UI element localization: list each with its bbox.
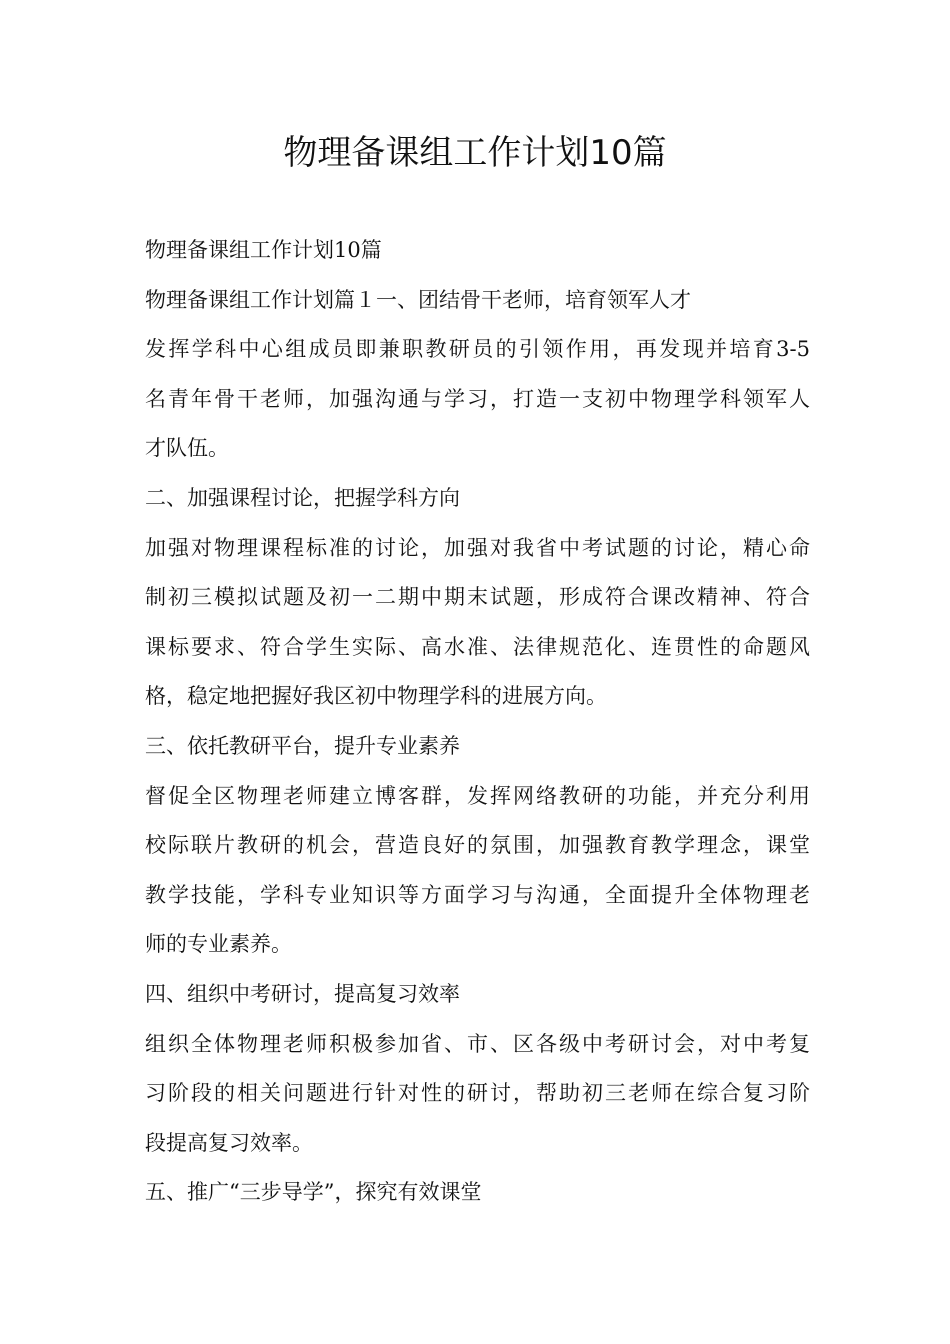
body-line: 物理备课组工作计划篇１一、团结骨干老师，培育领军人才 <box>145 287 691 312</box>
body-line: 物理备课组工作计划10篇 <box>145 238 382 262</box>
body-line: 才队伍。 <box>145 436 229 461</box>
body-line: 发挥学科中心组成员即兼职教研员的引领作用，再发现并培育3-5 <box>145 337 810 362</box>
document-title: 物理备课组工作计划10篇 <box>283 133 667 173</box>
body-line: 习阶段的相关问题进行针对性的研讨，帮助初三老师在综合复习阶 <box>145 1081 810 1106</box>
body-line: 五、推广“三步导学”，探究有效课堂 <box>145 1180 482 1205</box>
document-body <box>145 226 810 1218</box>
body-line: 加强对物理课程标准的讨论，加强对我省中考试题的讨论，精心命 <box>145 535 810 560</box>
body-line: 校际联片教研的机会，营造良好的氛围，加强教育教学理念，课堂 <box>145 833 810 858</box>
body-line: 课标要求、符合学生实际、高水准、法律规范化、连贯性的命题风 <box>145 634 810 659</box>
body-line: 格，稳定地把握好我区初中物理学科的进展方向。 <box>145 684 607 709</box>
body-line: 教学技能，学科专业知识等方面学习与沟通，全面提升全体物理老 <box>145 882 810 907</box>
body-line: 组织全体物理老师积极参加省、市、区各级中考研讨会，对中考复 <box>145 1031 810 1056</box>
body-line: 二、加强课程讨论，把握学科方向 <box>145 485 460 510</box>
body-line: 段提高复习效率。 <box>145 1130 313 1155</box>
body-line: 名青年骨干老师，加强沟通与学习，打造一支初中物理学科领军人 <box>145 386 810 411</box>
body-line: 督促全区物理老师建立博客群，发挥网络教研的功能，并充分利用 <box>145 783 810 808</box>
body-line: 四、组织中考研讨，提高复习效率 <box>145 981 460 1006</box>
body-line: 三、依托教研平台，提升专业素养 <box>145 733 460 758</box>
body-line: 制初三模拟试题及初一二期中期末试题，形成符合课改精神、符合 <box>145 585 810 610</box>
body-line: 师的专业素养。 <box>145 932 292 957</box>
